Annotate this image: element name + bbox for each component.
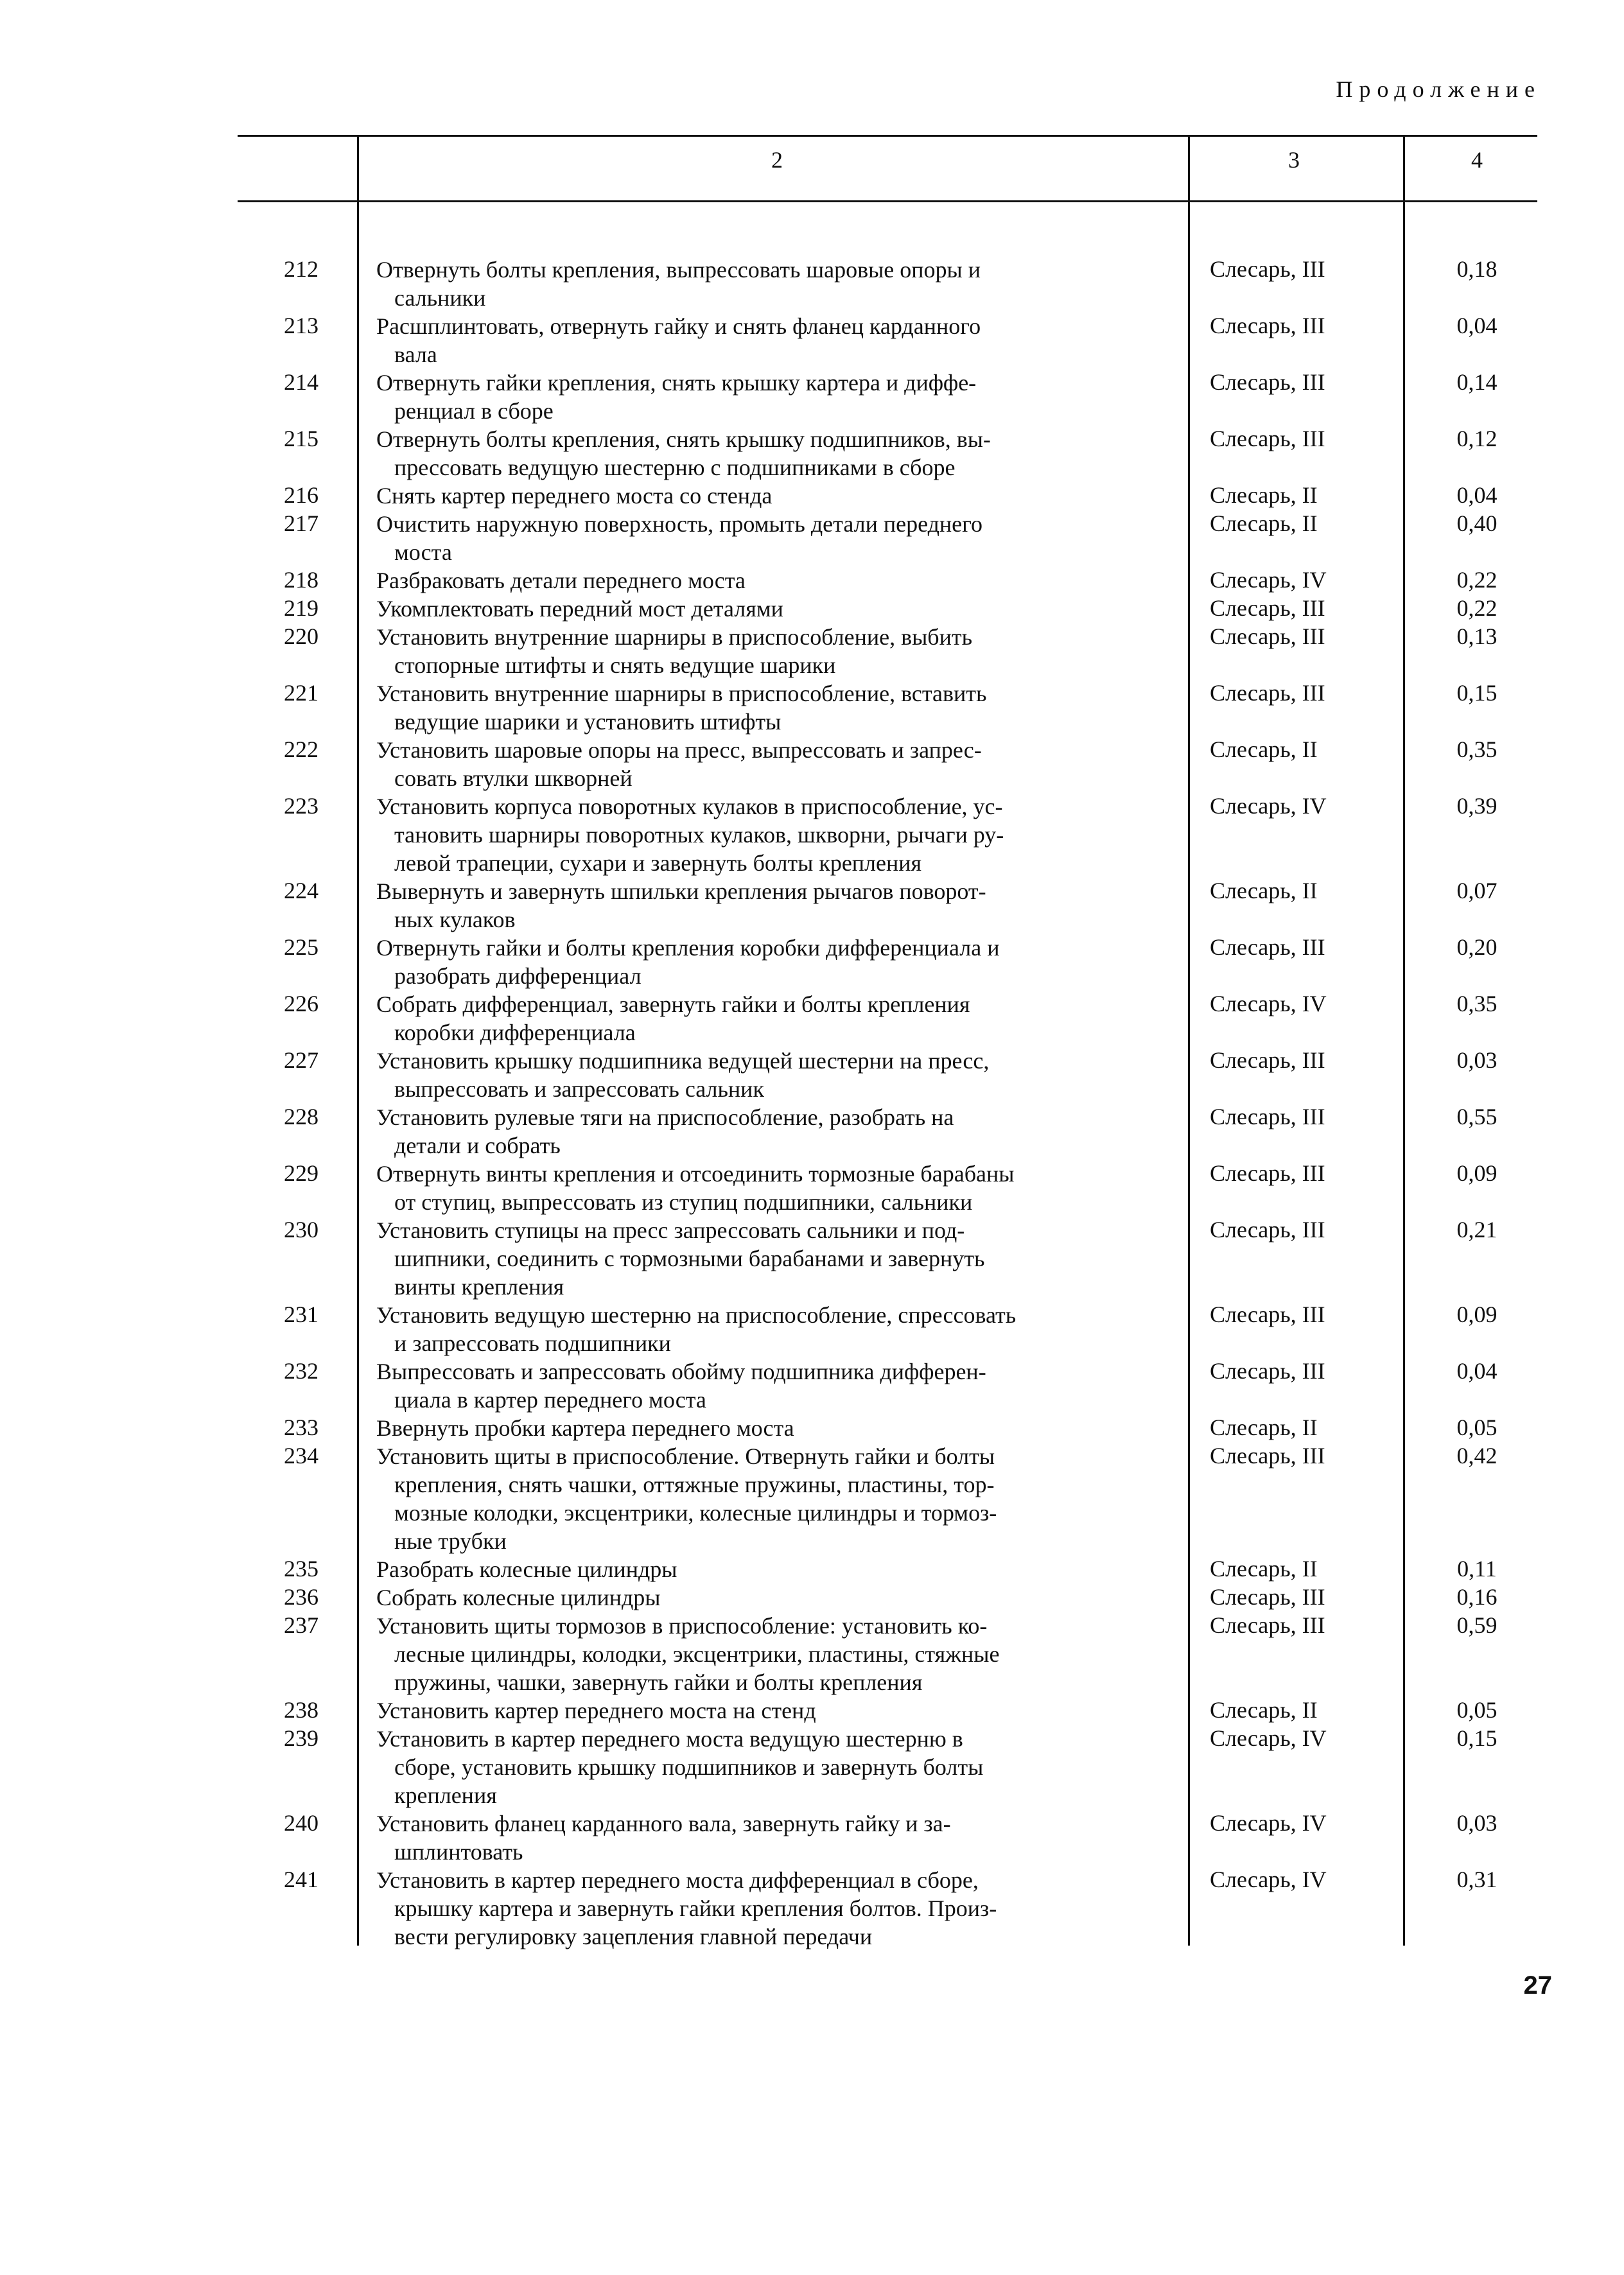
worker-grade: Слесарь, III <box>1210 934 1325 960</box>
description-line: Установить в картер переднего моста дифференциал в сборе, <box>376 1867 979 1893</box>
table-body <box>0 256 1624 1951</box>
row-number: 238 <box>284 1697 319 1723</box>
table-header-rule <box>238 200 1537 202</box>
row-number: 219 <box>284 595 319 621</box>
row-number: 216 <box>284 482 319 508</box>
table-row <box>0 1612 1624 1696</box>
worker-grade: Слесарь, III <box>1210 1612 1325 1638</box>
description-line: коробки дифференциала <box>394 1020 636 1045</box>
time-norm: 0,14 <box>1456 369 1497 395</box>
time-norm: 0,15 <box>1456 1725 1497 1751</box>
row-number: 212 <box>284 256 319 282</box>
operation-description <box>376 1725 1193 1809</box>
time-norm: 0,04 <box>1456 313 1497 338</box>
description-line: Установить ведущую шестерню на приспособление, спрессовать <box>376 1302 1017 1328</box>
worker-grade: Слесарь, III <box>1210 313 1325 338</box>
description-line: сальники <box>394 285 486 311</box>
table-row <box>0 1866 1624 1951</box>
time-norm: 0,18 <box>1456 256 1497 282</box>
table-row <box>0 679 1624 736</box>
row-number: 222 <box>284 737 319 762</box>
operation-description <box>376 1301 1193 1357</box>
worker-grade: Слесарь, III <box>1210 1160 1325 1186</box>
description-line: Установить ступицы на пресс запрессовать сальники и под- <box>376 1217 965 1243</box>
time-norm: 0,03 <box>1456 1047 1497 1073</box>
row-number: 213 <box>284 313 319 338</box>
description-line: крепления, снять чашки, оттяжные пружины, пластины, тор- <box>394 1472 995 1497</box>
row-number: 227 <box>284 1047 319 1073</box>
description-line: лесные цилиндры, колодки, эксцентрики, пластины, стяжные <box>394 1641 1000 1667</box>
operation-description <box>376 877 1193 934</box>
time-norm: 0,12 <box>1456 426 1497 451</box>
table-row <box>0 1047 1624 1103</box>
row-number: 230 <box>284 1217 319 1242</box>
table-row <box>0 1301 1624 1357</box>
table-row <box>0 1442 1624 1555</box>
description-line: сборе, установить крышку подшипников и завернуть болты <box>394 1754 984 1780</box>
row-number: 225 <box>284 934 319 960</box>
worker-grade: Слесарь, III <box>1210 1358 1325 1384</box>
header-col-2: 2 <box>771 147 783 173</box>
worker-grade: Слесарь, III <box>1210 595 1325 621</box>
row-number: 236 <box>284 1584 319 1610</box>
worker-grade: Слесарь, IV <box>1210 1867 1327 1892</box>
description-line: Укомплектовать передний мост деталями <box>376 596 783 622</box>
time-norm: 0,39 <box>1456 793 1497 819</box>
description-line: левой трапеции, сухари и завернуть болты крепления <box>394 850 922 876</box>
description-line: ренциал в сборе <box>394 398 554 424</box>
worker-grade: Слесарь, IV <box>1210 1725 1327 1751</box>
time-norm: 0,21 <box>1456 1217 1497 1242</box>
operation-description <box>376 1216 1193 1301</box>
time-norm: 0,20 <box>1456 934 1497 960</box>
row-number: 224 <box>284 878 319 903</box>
worker-grade: Слесарь, II <box>1210 878 1318 903</box>
description-line: Установить внутренние шарниры в приспособление, вставить <box>376 681 987 706</box>
table-row <box>0 1696 1624 1725</box>
worker-grade: Слесарь, IV <box>1210 991 1327 1016</box>
description-line: Разобрать колесные цилиндры <box>376 1556 677 1582</box>
description-line: шипники, соединить с тормозными барабанами и завернуть <box>394 1246 985 1271</box>
time-norm: 0,07 <box>1456 878 1497 903</box>
table-row <box>0 1809 1624 1866</box>
time-norm: 0,55 <box>1456 1104 1497 1129</box>
table-row <box>0 934 1624 990</box>
time-norm: 0,04 <box>1456 1358 1497 1384</box>
worker-grade: Слесарь, II <box>1210 1415 1318 1440</box>
table-row <box>0 425 1624 482</box>
worker-grade: Слесарь, II <box>1210 737 1318 762</box>
operation-description <box>376 425 1193 482</box>
time-norm: 0,22 <box>1456 595 1497 621</box>
description-line: крепления <box>394 1783 497 1808</box>
worker-grade: Слесарь, II <box>1210 510 1318 536</box>
row-number: 240 <box>284 1810 319 1836</box>
operation-description <box>376 312 1193 369</box>
table-row <box>0 792 1624 877</box>
description-line: ных кулаков <box>394 907 516 932</box>
time-norm: 0,05 <box>1456 1697 1497 1723</box>
table-row <box>0 1414 1624 1442</box>
time-norm: 0,40 <box>1456 510 1497 536</box>
operation-description <box>376 256 1193 312</box>
row-number: 214 <box>284 369 319 395</box>
table-row <box>0 1216 1624 1301</box>
description-line: ведущие шарики и установить штифты <box>394 709 781 735</box>
row-number: 220 <box>284 623 319 649</box>
row-number: 221 <box>284 680 319 706</box>
worker-grade: Слесарь, III <box>1210 256 1325 282</box>
operation-description <box>376 1866 1193 1951</box>
description-line: шплинтовать <box>394 1839 523 1865</box>
time-norm: 0,04 <box>1456 482 1497 508</box>
page-number: 27 <box>1523 1971 1552 2000</box>
operation-description <box>376 679 1193 736</box>
operation-description <box>376 1357 1193 1414</box>
operation-description <box>376 1160 1193 1216</box>
table-row <box>0 482 1624 510</box>
time-norm: 0,09 <box>1456 1160 1497 1186</box>
description-line: прессовать ведущую шестерню с подшипниками в сборе <box>394 455 956 480</box>
worker-grade: Слесарь, III <box>1210 369 1325 395</box>
description-line: Очистить наружную поверхность, промыть детали переднего <box>376 511 983 537</box>
operation-description <box>376 369 1193 425</box>
description-line: Установить крышку подшипника ведущей шестерни на пресс, <box>376 1048 990 1074</box>
worker-grade: Слесарь, III <box>1210 1104 1325 1129</box>
row-number: 223 <box>284 793 319 819</box>
table-top-rule <box>238 135 1537 137</box>
operation-description <box>376 934 1193 990</box>
description-line: Установить рулевые тяги на приспособление, разобрать на <box>376 1104 954 1130</box>
row-number: 226 <box>284 991 319 1016</box>
row-number: 235 <box>284 1556 319 1582</box>
row-number: 237 <box>284 1612 319 1638</box>
table-row <box>0 990 1624 1047</box>
description-line: Установить в картер переднего моста ведущую шестерню в <box>376 1726 963 1752</box>
description-line: ные трубки <box>394 1528 507 1554</box>
time-norm: 0,15 <box>1456 680 1497 706</box>
description-line: Собрать дифференциал, завернуть гайки и болты крепления <box>376 991 970 1017</box>
operation-description <box>376 482 1193 510</box>
table-row <box>0 595 1624 623</box>
description-line: Собрать колесные цилиндры <box>376 1585 661 1610</box>
description-line: и запрессовать подшипники <box>394 1330 671 1356</box>
worker-grade: Слесарь, III <box>1210 1302 1325 1327</box>
description-line: Отвернуть болты крепления, выпрессовать шаровые опоры и <box>376 257 981 283</box>
table-row <box>0 1103 1624 1160</box>
description-line: Отвернуть гайки и болты крепления коробки дифференциала и <box>376 935 1000 961</box>
description-line: Отвернуть болты крепления, снять крышку подшипников, вы- <box>376 426 991 452</box>
table-row <box>0 510 1624 566</box>
table-row <box>0 1583 1624 1612</box>
worker-grade: Слесарь, II <box>1210 1556 1318 1582</box>
operation-description <box>376 566 1193 595</box>
table-row <box>0 1160 1624 1216</box>
operation-description <box>376 595 1193 623</box>
description-line: Вывернуть и завернуть шпильки крепления рычагов поворот- <box>376 878 986 904</box>
description-line: разобрать дифференциал <box>394 963 642 989</box>
description-line: Расшплинтовать, отвернуть гайку и снять фланец карданного <box>376 313 981 339</box>
operation-description <box>376 792 1193 877</box>
description-line: вести регулировку зацепления главной передачи <box>394 1924 873 1949</box>
worker-grade: Слесарь, IV <box>1210 793 1327 819</box>
description-line: Снять картер переднего моста со стенда <box>376 483 773 509</box>
description-line: мозные колодки, эксцентрики, колесные цилиндры и тормоз- <box>394 1500 997 1526</box>
description-line: Выпрессовать и запрессовать обойму подшипника дифферен- <box>376 1359 986 1384</box>
description-line: Установить щиты в приспособление. Отвернуть гайки и болты <box>376 1443 995 1469</box>
operation-description <box>376 1414 1193 1442</box>
operation-description <box>376 1696 1193 1725</box>
description-line: Установить шаровые опоры на пресс, выпрессовать и запрес- <box>376 737 982 763</box>
table-row <box>0 877 1624 934</box>
row-number: 228 <box>284 1104 319 1129</box>
table-row <box>0 736 1624 792</box>
row-number: 239 <box>284 1725 319 1751</box>
operation-description <box>376 736 1193 792</box>
operation-description <box>376 1442 1193 1555</box>
worker-grade: Слесарь, IV <box>1210 1810 1327 1836</box>
time-norm: 0,13 <box>1456 623 1497 649</box>
time-norm: 0,31 <box>1456 1867 1497 1892</box>
operation-description <box>376 990 1193 1047</box>
time-norm: 0,16 <box>1456 1584 1497 1610</box>
operation-description <box>376 510 1193 566</box>
continuation-label: Продолжение <box>1336 76 1541 102</box>
table-row <box>0 1555 1624 1583</box>
time-norm: 0,35 <box>1456 991 1497 1016</box>
description-line: Установить корпуса поворотных кулаков в приспособление, ус- <box>376 794 1003 819</box>
description-line: Установить щиты тормозов в приспособление: установить ко- <box>376 1613 988 1639</box>
time-norm: 0,22 <box>1456 567 1497 593</box>
operation-description <box>376 1103 1193 1160</box>
table-row <box>0 566 1624 595</box>
description-line: детали и собрать <box>394 1133 561 1158</box>
worker-grade: Слесарь, III <box>1210 426 1325 451</box>
table-row <box>0 312 1624 369</box>
row-number: 229 <box>284 1160 319 1186</box>
operation-description <box>376 1809 1193 1866</box>
description-line: Установить внутренние шарниры в приспособление, выбить <box>376 624 973 650</box>
description-line: моста <box>394 539 452 565</box>
description-line: от ступиц, выпрессовать из ступиц подшипники, сальники <box>394 1189 973 1215</box>
row-number: 217 <box>284 510 319 536</box>
description-line: тановить шарниры поворотных кулаков, шкворни, рычаги ру- <box>394 822 1004 848</box>
operation-description <box>376 1583 1193 1612</box>
worker-grade: Слесарь, II <box>1210 482 1318 508</box>
operation-description <box>376 1047 1193 1103</box>
worker-grade: Слесарь, III <box>1210 1047 1325 1073</box>
worker-grade: Слесарь, III <box>1210 1443 1325 1469</box>
worker-grade: Слесарь, III <box>1210 680 1325 706</box>
worker-grade: Слесарь, II <box>1210 1697 1318 1723</box>
description-line: циала в картер переднего моста <box>394 1387 706 1413</box>
worker-grade: Слесарь, III <box>1210 1217 1325 1242</box>
description-line: Отвернуть гайки крепления, снять крышку картера и диффе- <box>376 370 977 396</box>
description-line: стопорные штифты и снять ведущие шарики <box>394 652 836 678</box>
description-line: Отвернуть винты крепления и отсоединить тормозные барабаны <box>376 1161 1015 1187</box>
worker-grade: Слесарь, III <box>1210 623 1325 649</box>
operation-description <box>376 623 1193 679</box>
time-norm: 0,35 <box>1456 737 1497 762</box>
row-number: 234 <box>284 1443 319 1469</box>
row-number: 233 <box>284 1415 319 1440</box>
time-norm: 0,11 <box>1457 1556 1497 1582</box>
table-row <box>0 256 1624 312</box>
operation-description <box>376 1555 1193 1583</box>
description-line: Установить картер переднего моста на стенд <box>376 1698 816 1723</box>
operation-description <box>376 1612 1193 1696</box>
time-norm: 0,42 <box>1456 1443 1497 1469</box>
description-line: крышку картера и завернуть гайки крепления болтов. Произ- <box>394 1896 997 1921</box>
row-number: 215 <box>284 426 319 451</box>
description-line: пружины, чашки, завернуть гайки и болты крепления <box>394 1669 923 1695</box>
description-line: выпрессовать и запрессовать сальник <box>394 1076 764 1102</box>
description-line: Разбраковать детали переднего моста <box>376 568 746 593</box>
description-line: винты крепления <box>394 1274 564 1300</box>
description-line: Установить фланец карданного вала, завернуть гайку и за- <box>376 1811 951 1836</box>
row-number: 232 <box>284 1358 319 1384</box>
table-row <box>0 369 1624 425</box>
worker-grade: Слесарь, IV <box>1210 567 1327 593</box>
worker-grade: Слесарь, III <box>1210 1584 1325 1610</box>
time-norm: 0,59 <box>1456 1612 1497 1638</box>
row-number: 218 <box>284 567 319 593</box>
table-row <box>0 1725 1624 1809</box>
row-number: 231 <box>284 1302 319 1327</box>
description-line: Ввернуть пробки картера переднего моста <box>376 1415 794 1441</box>
time-norm: 0,09 <box>1456 1302 1497 1327</box>
table-row <box>0 623 1624 679</box>
header-col-4: 4 <box>1471 147 1483 173</box>
time-norm: 0,03 <box>1456 1810 1497 1836</box>
row-number: 241 <box>284 1867 319 1892</box>
time-norm: 0,05 <box>1456 1415 1497 1440</box>
header-col-3: 3 <box>1288 147 1300 173</box>
description-line: совать втулки шкворней <box>394 765 633 791</box>
table-row <box>0 1357 1624 1414</box>
description-line: вала <box>394 342 437 367</box>
